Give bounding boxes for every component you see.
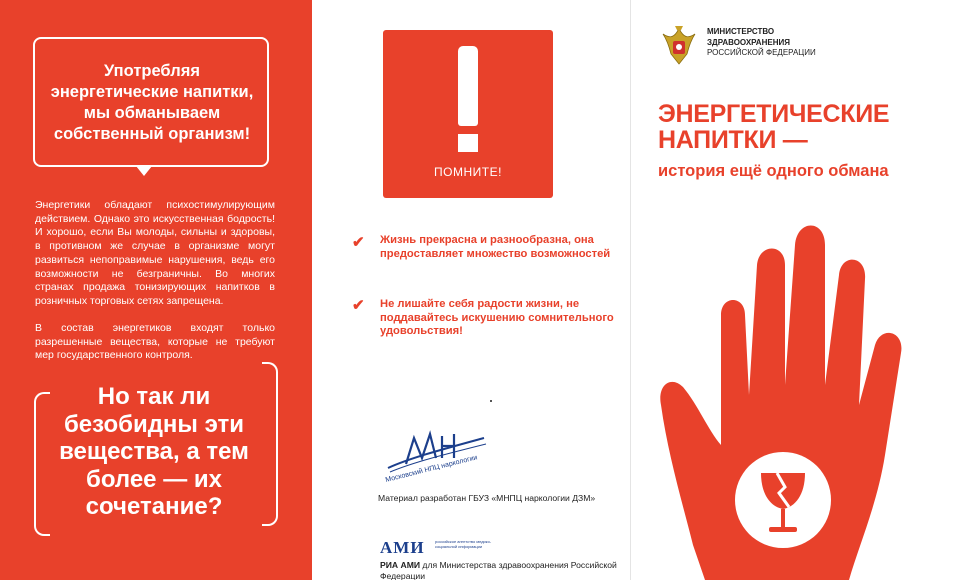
- ami-tagline: российское агентство медико-социальной информации: [435, 539, 492, 549]
- tip-item: Жизнь прекрасна и разнообразна, она предоставляет множество возможностей: [380, 234, 611, 260]
- tip-item: Не лишайте себя радости жизни, не поддавайтесь искушению сомнительного удовольствия!: [380, 298, 614, 337]
- ministry-line: РОССИЙСКОЙ ФЕДЕРАЦИИ: [707, 48, 816, 57]
- remember-label: ПОМНИТЕ!: [434, 165, 502, 179]
- ministry-name: [707, 27, 867, 59]
- exclamation-icon: [458, 46, 478, 126]
- coat-of-arms-icon: [659, 24, 699, 68]
- credit-text: Материал разработан ГБУЗ «МНПЦ наркологии ДЗМ»: [378, 493, 596, 503]
- ami-logo: АМИ: [380, 538, 425, 557]
- right-panel: [630, 0, 960, 580]
- mnpc-logo-text: Московский НПЦ наркологии: [384, 454, 479, 484]
- check-icon: ✔: [352, 297, 365, 314]
- question-headline: Но так ли безобидны эти вещества, а тем более — их сочетание?: [59, 383, 249, 520]
- ministry-line: ЗДРАВООХРАНЕНИЯ: [707, 37, 790, 47]
- remember-box: [383, 30, 553, 198]
- ria-publisher: [380, 560, 630, 580]
- ria-description: для Министерства здравоохранения Российской Федерации: [380, 560, 617, 580]
- bracket-right: [262, 362, 278, 526]
- exclamation-dot: [458, 134, 478, 152]
- bubble-headline: Употребляя энергетические напитки, мы обманываем собственный организм!: [50, 62, 254, 143]
- brochure-subtitle: история ещё одного обмана: [658, 162, 889, 180]
- ministry-line: МИНИСТЕРСТВО: [707, 27, 775, 36]
- brochure-title: ЭНЕРГЕТИЧЕСКИЕ НАПИТКИ —: [658, 100, 890, 154]
- middle-panel: [312, 0, 630, 580]
- print-dot: [490, 400, 492, 402]
- paragraph-ingredients: В состав энергетиков входят только разрешенные вещества, которые не требуют мер государственного контроля.: [35, 322, 275, 362]
- ria-name: РИА АМИ: [380, 560, 421, 570]
- check-icon: ✔: [352, 234, 365, 251]
- mnpc-logo: [380, 424, 490, 486]
- speech-bubble-tail: [136, 166, 152, 176]
- left-panel: [0, 0, 312, 580]
- paragraph-effects: Энергетики обладают психостимулирующим действием. Однако это искусственная бодрость! И хорошо, если Вы молоды, сильны и здоровы, в противном же случае в организме могут развиться непоправимые нарушения, ведь его возможности не безграничны. Во многих странах продажа тонизирующих напитков в розничных торговых сетях запрещена.: [35, 199, 275, 307]
- hand-stop-icon: [653, 205, 960, 580]
